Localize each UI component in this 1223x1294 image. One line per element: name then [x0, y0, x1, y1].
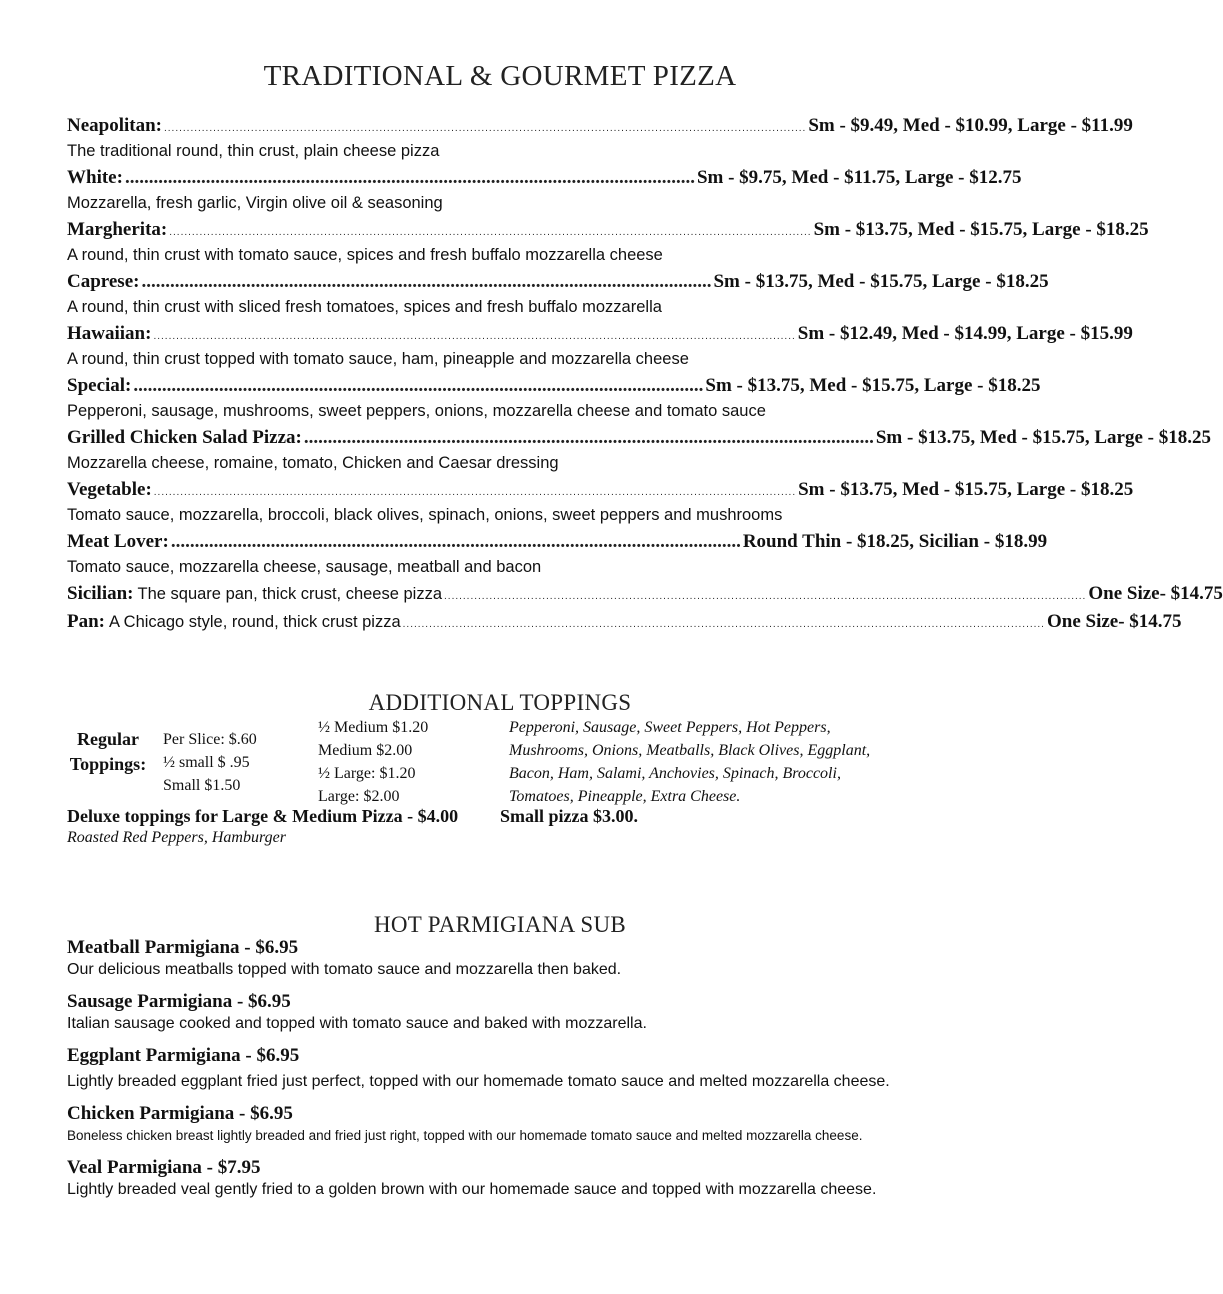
pizza-item-sicilian — [67, 582, 1223, 606]
pizza-item — [67, 114, 1133, 166]
pizza-price: Sm - $13.75, Med - $15.75, Large - $18.25 — [705, 375, 1041, 396]
sub-item — [67, 1044, 947, 1092]
pizza-list — [67, 114, 1223, 638]
pizza-name: Grilled Chicken Salad Pizza: — [67, 427, 302, 448]
pizza-description: Pepperoni, sausage, mushrooms, sweet peppers, onions, mozzarella cheese and tomato sauce — [67, 402, 766, 420]
pizza-description: A Chicago style, round, thick crust pizza — [109, 613, 401, 631]
toppings-list-line: Tomatoes, Pineapple, Extra Cheese. — [509, 788, 741, 805]
pizza-item-pan — [67, 610, 1182, 634]
pizza-name: Pan: — [67, 611, 105, 632]
toppings-list-line: Mushrooms, Onions, Meatballs, Black Olives, Eggplant, — [509, 742, 871, 759]
pizza-price: Sm - $13.75, Med - $15.75, Large - $18.25 — [813, 219, 1149, 240]
toppings-price-column-small — [163, 728, 257, 797]
sub-name: Eggplant Parmigiana - $6.95 — [67, 1045, 300, 1066]
pizza-price: Sm - $9.75, Med - $11.75, Large - $12.75 — [696, 167, 1022, 188]
pizza-price: Sm - $13.75, Med - $15.75, Large - $18.25 — [798, 479, 1134, 500]
pizza-item — [67, 426, 1211, 478]
sub-description: Lightly breaded veal gently fried to a golden brown with our homemade sauce and topped with mozzarella cheese. — [67, 1181, 877, 1198]
sub-item — [67, 936, 947, 980]
pizza-item — [67, 166, 1022, 218]
pizza-price: One Size- $14.75 — [1088, 583, 1223, 604]
regular-toppings-label — [67, 727, 149, 777]
pizza-name: Margherita: — [67, 219, 168, 240]
toppings-section-title: ADDITIONAL TOPPINGS — [368, 690, 632, 715]
dot-leader: ........................................................................................................................ — [124, 167, 695, 188]
topping-price: Small $1.50 — [163, 777, 241, 794]
pizza-description: Tomato sauce, mozzarella cheese, sausage, meatball and bacon — [67, 558, 542, 576]
pizza-item — [67, 218, 1149, 270]
subs-list — [67, 936, 947, 1210]
sub-description: Boneless chicken breast lightly breaded and fried just right, topped with our homemade tomato sauce and melted mozzarella cheese. — [67, 1128, 863, 1143]
pizza-item — [67, 374, 1041, 426]
deluxe-toppings-list: Roasted Red Peppers, Hamburger — [67, 829, 286, 846]
deluxe-small-pizza-price: Small pizza $3.00. — [500, 806, 638, 826]
sub-name: Chicken Parmigiana - $6.95 — [67, 1103, 293, 1124]
pizza-description: The traditional round, thin crust, plain cheese pizza — [67, 142, 440, 160]
topping-price: Per Slice: $.60 — [163, 731, 257, 748]
topping-price: ½ Large: $1.20 — [318, 765, 416, 782]
sub-item — [67, 1102, 947, 1146]
pizza-price: Sm - $12.49, Med - $14.99, Large - $15.99 — [797, 323, 1133, 344]
pizza-price: Sm - $9.49, Med - $10.99, Large - $11.99 — [808, 115, 1133, 136]
pizza-item — [67, 270, 1049, 322]
dot-leader: .......................................................................................................................................................................... — [444, 591, 1087, 602]
sub-description: Italian sausage cooked and topped with tomato sauce and baked with mozzarella. — [67, 1015, 647, 1032]
dot-leader: ........................................................................................................................ — [170, 531, 741, 552]
pizza-name: Vegetable: — [67, 479, 152, 500]
regular-label-line: Regular — [77, 729, 139, 749]
pizza-item — [67, 478, 1134, 530]
pizza-name: White: — [67, 167, 123, 188]
toppings-price-column-large — [318, 716, 428, 808]
subs-section-title: HOT PARMIGIANA SUB — [373, 912, 627, 937]
dot-leader: .......................................................................................................................................................................... — [153, 487, 797, 498]
sub-name: Meatball Parmigiana - $6.95 — [67, 937, 299, 958]
pizza-price: One Size- $14.75 — [1046, 611, 1182, 632]
pizza-description: A round, thin crust with tomato sauce, spices and fresh buffalo mozzarella cheese — [67, 246, 663, 264]
pizza-name: Caprese: — [67, 271, 140, 292]
pizza-description: A round, thin crust with sliced fresh tomatoes, spices and fresh buffalo mozzarella — [67, 298, 662, 316]
dot-leader: .......................................................................................................................................................................... — [153, 331, 796, 342]
topping-price: ½ small $ .95 — [163, 754, 250, 771]
sub-name: Sausage Parmigiana - $6.95 — [67, 991, 291, 1012]
sub-item — [67, 1156, 947, 1200]
deluxe-toppings-price: Deluxe toppings for Large & Medium Pizza - $4.00 — [67, 806, 459, 826]
topping-price: Medium $2.00 — [318, 742, 413, 759]
dot-leader: ........................................................................................................................ — [303, 427, 874, 448]
sub-name: Veal Parmigiana - $7.95 — [67, 1157, 261, 1178]
pizza-description: The square pan, thick crust, cheese pizza — [137, 585, 443, 603]
dot-leader: .......................................................................................................................................................................... — [402, 619, 1045, 630]
dot-leader: ........................................................................................................................ — [141, 271, 712, 292]
pizza-price: Sm - $13.75, Med - $15.75, Large - $18.25 — [713, 271, 1049, 292]
dot-leader: .......................................................................................................................................................................... — [169, 227, 812, 238]
topping-price: ½ Medium $1.20 — [318, 719, 429, 736]
dot-leader: .......................................................................................................................................................................... — [164, 123, 807, 134]
toppings-list-line: Bacon, Ham, Salami, Anchovies, Spinach, Broccoli, — [509, 765, 841, 782]
pizza-price: Round Thin - $18.25, Sicilian - $18.99 — [742, 531, 1048, 552]
pizza-price: Sm - $13.75, Med - $15.75, Large - $18.25 — [875, 427, 1211, 448]
pizza-item — [67, 322, 1133, 374]
dot-leader: ........................................................................................................................ — [133, 375, 704, 396]
sub-item — [67, 990, 947, 1034]
pizza-description: Mozzarella cheese, romaine, tomato, Chicken and Caesar dressing — [67, 454, 559, 472]
pizza-name: Neapolitan: — [67, 115, 162, 136]
pizza-name: Special: — [67, 375, 132, 396]
pizza-description: A round, thin crust topped with tomato sauce, ham, pineapple and mozzarella cheese — [67, 350, 689, 368]
pizza-section-title: TRADITIONAL & GOURMET PIZZA — [263, 60, 737, 92]
toppings-list — [509, 716, 870, 808]
sub-description: Lightly breaded eggplant fried just perfect, topped with our homemade tomato sauce and melted mozzarella cheese. — [67, 1073, 890, 1090]
topping-price: Large: $2.00 — [318, 788, 400, 805]
pizza-name: Meat Lover: — [67, 531, 169, 552]
sub-description: Our delicious meatballs topped with tomato sauce and mozzarella then baked. — [67, 961, 622, 978]
pizza-item — [67, 530, 1048, 582]
pizza-name: Sicilian: — [67, 583, 134, 604]
pizza-description: Tomato sauce, mozzarella, broccoli, black olives, spinach, onions, sweet peppers and mushrooms — [67, 506, 783, 524]
pizza-description: Mozzarella, fresh garlic, Virgin olive oil & seasoning — [67, 194, 443, 212]
toppings-list-line: Pepperoni, Sausage, Sweet Peppers, Hot Peppers, — [509, 719, 831, 736]
pizza-name: Hawaiian: — [67, 323, 152, 344]
regular-label-line: Toppings: — [69, 754, 147, 774]
